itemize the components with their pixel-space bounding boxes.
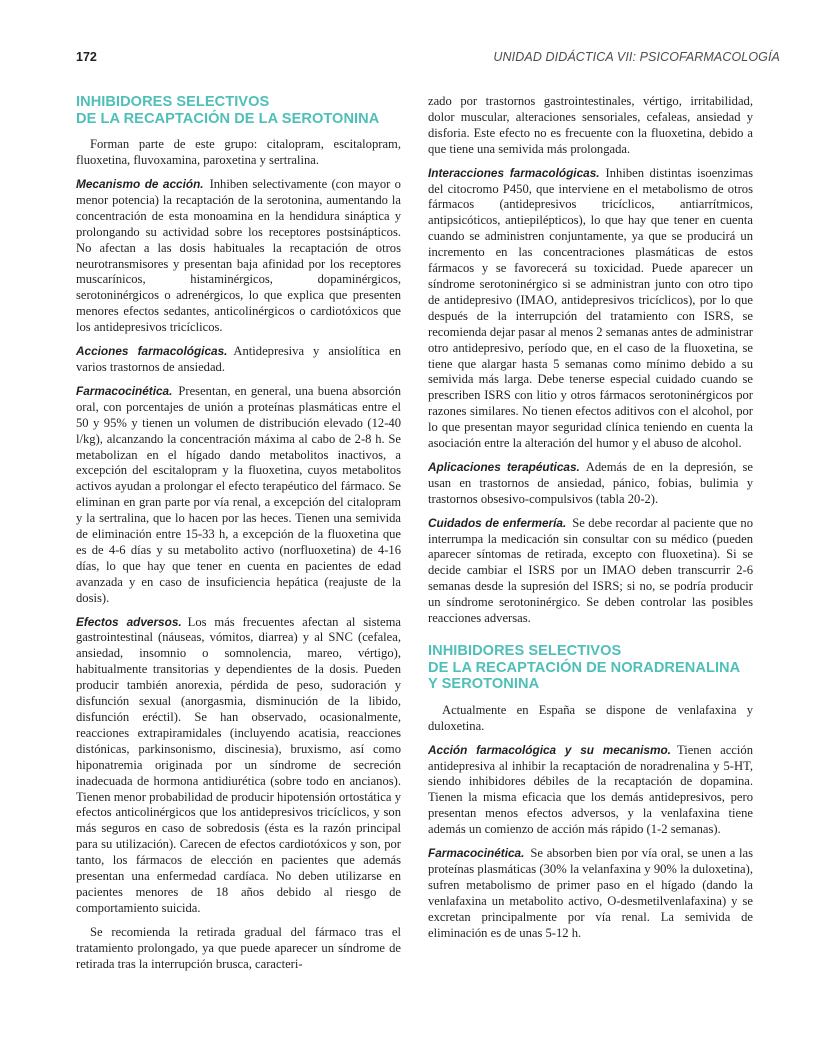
paragraph-text: Antidepresiva y ansiolítica en varios trastornos de ansiedad. (76, 344, 401, 374)
page-number: 172 (76, 50, 97, 64)
paragraph-text: Se absorben bien por vía oral, se unen a las proteínas plasmáticas (30% la velanfaxina y 90% la duloxetina), sufren metabolismo de primer paso en el hígado (dando la venlafaxina un metabolito activo, O-desmetilvenlafaxina) y se excretan principalmente por vía renal. La semivida de eliminación es de unas 5-12 h. (428, 846, 753, 940)
run-in-heading: Efectos adversos. (76, 614, 182, 629)
paragraph-accion-mecanismo (428, 743, 753, 838)
paragraph-retirada: Se recomienda la retirada gradual del fármaco tras el tratamiento prolongado, ya que puede aparecer un síndrome de retirada tras la interrupción brusca, caracteri- (76, 924, 401, 971)
paragraph-text: Inhiben distintas isoenzimas del citocromo P450, que interviene en el metabolismo de otros fármacos (antidepresivos tricíclicos, antiarrítmicos, antipsicóticos, antiepilépticos), lo que hay que tener en cuenta cuando se administren conjuntamente, ya que se producirá un incremento en las concentraciones plasmáticas de estos fármacos y se favorecerá su toxicidad. Puede aparecer un síndrome serotoninérgico si se administran junto con otro tipo de antidepresivo (IMAO, antidepresivos tricíclicos), por lo que después de la interrupción del tratamiento con ISRS, se recomienda dejar pasar al menos 2 semanas antes de administrar otro antidepresivo, período que, en el caso de la fluoxetina, se tiene que alargar hasta 5 semanas como mínimo debido a su semivida más larga. Debe tenerse especial cuidado cuando se prescriben ISRS con litio y otros fármacos serotoninérgicos por razones similares. No tienen efectos aditivos con el alcohol, por lo que presentan mayor seguridad clínica teniendo en cuenta la asociación entre la alteración del humor y el abuso de alcohol. (428, 165, 753, 451)
paragraph-farmacocinetica-irsn (428, 846, 753, 941)
paragraph-text: Además de en la depresión, se usan en trastornos de ansiedad, pánico, fobias, bulimia y trastornos obsesivo-compulsivos (tabla 20-2). (428, 459, 753, 506)
section-title-irsn (428, 643, 753, 693)
paragraph-cuidados (428, 516, 753, 627)
run-in-heading: Farmacocinética. (428, 846, 525, 861)
section-title-line: INHIBIDORES SELECTIVOS (428, 643, 622, 659)
intro-paragraph: Actualmente en España se dispone de venlafaxina y duloxetina. (428, 702, 753, 733)
run-in-heading: Acciones farmacológicas. (76, 344, 228, 359)
intro-paragraph: Forman parte de este grupo: citalopram, escitalopram, fluoxetina, fluvoxamina, paroxetina y sertralina. (76, 137, 401, 168)
paragraph-efectos (76, 615, 401, 917)
page-header (76, 50, 780, 70)
paragraph-interacciones (428, 166, 753, 452)
run-in-heading: Acción farmacológica y su mecanismo. (428, 742, 671, 757)
run-in-heading: Cuidados de enfermería. (428, 515, 567, 530)
run-in-heading: Mecanismo de acción. (76, 177, 204, 191)
running-head: UNIDAD DIDÁCTICA VII: PSICOFARMACOLOGÍA (493, 50, 780, 64)
paragraph-retirada-continued: zado por trastornos gastrointestinales, vértigo, irritabilidad, dolor muscular, alteraciones sensoriales, cefaleas, ansiedad y disforia. Este efecto no es frecuente con la fluoxetina, debido a que tiene una semivida más prolongada. (428, 94, 753, 156)
paragraph-mecanismo (76, 177, 401, 336)
section-title-line: INHIBIDORES SELECTIVOS (76, 94, 270, 110)
section-title-line: DE LA RECAPTACIÓN DE LA SEROTONINA (76, 110, 380, 127)
run-in-heading: Aplicaciones terapéuticas. (428, 459, 580, 474)
paragraph-text: Tienen acción antidepresiva al inhibir la recaptación de noradrenalina y 5-HT, siendo inhibidores débiles de la recaptación de dopamina. Tienen la misma eficacia que los demás antidepresivos, pero presentan menos efectos adversos, y la venlafaxina tiene además un comienzo de acción más rápido (1-2 semanas). (428, 742, 753, 837)
run-in-heading: Farmacocinética. (76, 383, 173, 398)
paragraph-text: Inhiben selectivamente (con mayor o menor potencia) la recaptación de la serotonina, aumentando la concentración de esta monoamina en la hendidura sináptica y prolongando su actividad sobre los receptores postsinápticos. No afectan a las dosis habituales la recaptación de otros neurotransmisores y presentan baja afinidad por los receptores muscarínicos, histaminérgicos, dopaminérgicos, serotoninérgicos o adrenérgicos, lo que explica que presenten menores efectos sedantes, anticolinérgicos o cardiotóxicos que los antidepresivos tricíclicos. (76, 177, 401, 335)
section-title-line: Y SEROTONINA (428, 676, 540, 693)
paragraph-text: Presentan, en general, una buena absorción oral, con porcentajes de unión a proteínas plasmáticas entre el 50 y 95% y tienen un volumen de distribución elevado (12-40 l/kg), alcanzando la concentración máxima al cabo de 2-8 h. Se metabolizan en el hígado dando metabolitos inactivos, a excepción del escitalopram y la fluoxetina, cuyos metabolitos activos ayudan a prolongar el efecto terapéutico del fármaco. Se eliminan en gran parte por vía renal, a excepción del citalopram y la sertralina, que lo hacen por las heces. Tienen una semivida de eliminación entre 15-33 h, a excepción de la fluoxetina que es de 4-6 días y su metabolito activo (norfluoxetina) de 4-16 días, lo que hay que tener en cuenta en pacientes de edad avanzada y en caso de insuficiencia hepática (reajuste de la dosis). (76, 383, 401, 605)
section-spacer (428, 635, 753, 643)
section-title-isrs (76, 94, 401, 127)
left-column (76, 94, 401, 981)
paragraph-aplicaciones (428, 460, 753, 508)
paragraph-text: Se debe recordar al paciente que no interrumpa la medicación sin consultar con su médico (pueden aparecer síntomas de retirada, excepto con fluoxetina). Si se decide cambiar el ISRS por un IMAO deben transcurrir 2-6 semanas desde la supresión del ISRS; si no, se podría producir un síndrome serotoninérgico. Se deben controlar las posibles reacciones adversas. (428, 515, 753, 626)
paragraph-acciones (76, 344, 401, 376)
section-title-line: DE LA RECAPTACIÓN DE NORADRENALINA (428, 659, 741, 676)
paragraph-farmacocinetica (76, 384, 401, 607)
right-column (428, 94, 753, 949)
run-in-heading: Interacciones farmacológicas. (428, 165, 600, 180)
paragraph-text: Los más frecuentes afectan al sistema gastrointestinal (náuseas, vómitos, diarrea) y al SNC (cefalea, ansiedad, insomnio o somnolencia, mareo, vértigo), habitualmente transitorias y dependientes de la dosis. Pueden producir también anorexia, pérdida de peso, sudoración y disfunción sexual (anorgasmia, disminución de la libido, disfunción eréctil). Se han observado, ocasionalmente, reacciones extrapiramidales (incluyendo acatisia, reacciones distónicas, parkinsonismo, discinesia), bruxismo, así como hiponatremia originada por un síndrome de secreción inadecuada de hormona antidiurética (sobre todo en ancianos). Tienen menor probabilidad de producir hipotensión ortostática y efectos anticolinérgicos que los antidepresivos tricíclicos, y son más seguros en caso de sobredosis (ésta es la razón principal para su utilización). Carecen de efectos cardiotóxicos y son, por tanto, los fármacos de elección en pacientes que además presentan una enfermedad cardíaca. No deben utilizarse en pacientes menores de 18 años debido al riesgo de comportamiento suicida. (76, 614, 401, 915)
